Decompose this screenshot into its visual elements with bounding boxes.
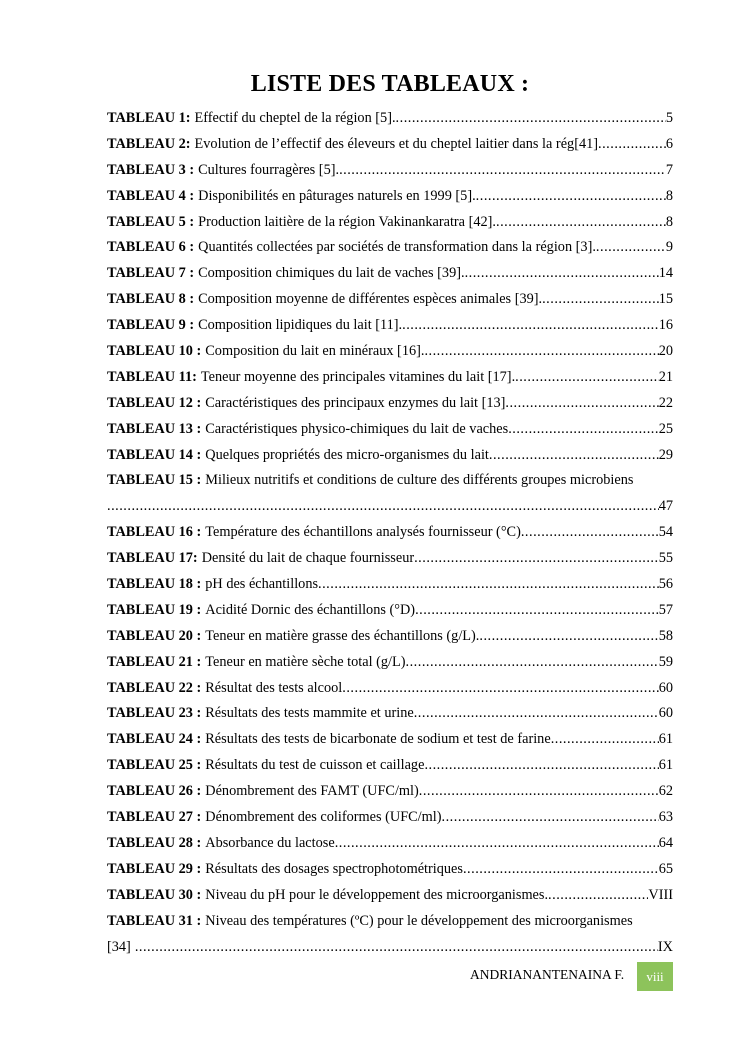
toc-entry-10[interactable] [107,339,673,365]
entry-description: Absorbance du lactose [205,834,335,851]
entry-label: TABLEAU 21 : [107,653,202,670]
entry-label: TABLEAU 29 : [107,860,202,877]
toc-entry-4[interactable] [107,184,673,210]
entry-page: 7 [665,161,673,178]
entry-page: 60 [658,705,673,722]
entry-page: 16 [658,317,673,334]
entry-label: TABLEAU 22 : [107,679,202,696]
entry-description: Niveau du pH pour le développement des microorganismes. [205,886,549,903]
entry-page: 20 [658,343,673,360]
entry-page: 22 [658,394,673,411]
dot-leader [496,210,666,236]
entry-label: TABLEAU 30 : [107,886,202,903]
entry-label: TABLEAU 23 : [107,705,202,722]
entry-page: 47 [658,498,673,515]
dot-leader [419,779,659,805]
toc-entry-31[interactable] [107,909,673,935]
entry-page: 60 [658,679,673,696]
entry-label: TABLEAU 6 : [107,239,195,256]
dot-leader [489,443,659,469]
dot-leader [342,676,658,702]
entry-description: Résultats des dosages spectrophotométriques [205,860,463,877]
entry-description: Résultats des tests mammite et urine [205,705,414,722]
entry-label: TABLEAU 24 : [107,731,202,748]
entry-page: 21 [658,368,673,385]
toc-entry-27[interactable] [107,805,673,831]
entry-page: 57 [658,601,673,618]
entry-label: TABLEAU 1: [107,110,191,126]
entry-label: TABLEAU 18 : [107,576,202,593]
entry-label: TABLEAU 20 : [107,627,202,644]
toc-entry-11[interactable] [107,365,673,391]
toc-entry-22[interactable] [107,676,673,702]
dot-leader [542,287,659,313]
entry-page: 56 [658,576,673,593]
toc-entry-1[interactable] [107,106,673,132]
entry-page: 58 [658,627,673,644]
dot-leader [318,572,659,598]
dot-leader [415,598,659,624]
entry-label: TABLEAU 14 : [107,446,202,463]
entry-description: Composition du lait en minéraux [16]. [205,343,425,360]
entry-description: Résultats du test de cuisson et caillage [205,757,425,774]
entry-description: pH des échantillons [205,576,319,593]
entry-label: TABLEAU 25 : [107,757,202,774]
dot-leader [598,132,666,158]
toc-entry-16[interactable] [107,520,673,546]
entry-label: TABLEAU 9 : [107,317,195,334]
entry-label: TABLEAU 3 : [107,161,195,178]
toc-entry-5[interactable] [107,210,673,236]
entry-label: TABLEAU 2: [107,135,191,152]
toc-entry-30[interactable] [107,883,673,909]
entry-label: TABLEAU 4 : [107,187,195,204]
dot-leader [424,339,658,365]
entry-page: VIII [648,886,673,903]
dot-leader [414,701,659,727]
entry-page: 62 [658,783,673,800]
entry-description: Composition chimiques du lait de vaches [39]. [198,265,465,282]
entry-description: Composition moyenne de différentes espèces animales [39]. [198,291,543,308]
dot-leader [424,753,658,779]
entry-label: TABLEAU 19 : [107,601,202,618]
entry-description: Disponibilités en pâturages naturels en 1999 [5]. [198,187,476,204]
entry-label: TABLEAU 13 : [107,420,202,437]
dot-leader [414,546,659,572]
dot-leader [402,313,659,339]
toc-entry-21[interactable] [107,650,673,676]
entry-page: 9 [665,239,673,256]
entry-description: Résultats des tests de bicarbonate de sodium et test de farine [205,731,551,748]
toc-entry-20[interactable] [107,624,673,650]
entry-page: 64 [658,834,673,851]
entry-label: TABLEAU 10 : [107,343,202,360]
footer-author: ANDRIANANTENAINA F. [470,967,625,982]
entry-page: 59 [658,653,673,670]
entry-description: Composition lipidiques du lait [11]. [198,317,403,334]
toc-entry-8[interactable] [107,287,673,313]
entry-page: 14 [658,265,673,282]
entry-page: 6 [665,135,673,152]
entry-label: TABLEAU 16 : [107,524,202,541]
dot-leader [476,184,666,210]
toc-entry-29[interactable] [107,857,673,883]
dot-leader [406,650,659,676]
entry-label: TABLEAU 12 : [107,394,202,411]
toc-entry-19[interactable] [107,598,673,624]
toc-entry-15-continuation[interactable] [107,494,673,520]
entry-description: Milieux nutritifs et conditions de culture des différents groupes microbiens [205,472,634,489]
dot-leader [107,494,659,520]
toc-entry-31-continuation[interactable] [107,935,673,961]
entry-description: Evolution de l’effectif des éleveurs et du cheptel laitier dans la rég[41] [194,135,599,152]
entry-label: TABLEAU 5 : [107,213,195,230]
toc-entry-6[interactable] [107,235,673,261]
entry-page: 54 [658,524,673,541]
entry-page: 25 [658,420,673,437]
dot-leader [339,158,666,184]
entry-label: TABLEAU 8 : [107,291,195,308]
dot-leader [505,391,658,417]
entry-description: Effectif du cheptel de la région [5]. [194,110,396,126]
entry-description: Résultat des tests alcool [205,679,343,696]
toc-entry-15[interactable] [107,468,673,494]
dot-leader [548,883,648,909]
dot-leader [551,727,659,753]
entry-description: Dénombrement des FAMT (UFC/ml) [205,783,419,800]
entry-label: TABLEAU 11: [107,368,197,385]
entry-description: Quelques propriétés des micro-organismes du lait [205,446,489,463]
toc-entry-2[interactable] [107,132,673,158]
page-title: LISTE DES TABLEAUX : [250,71,530,97]
entry-description: Dénombrement des coliformes (UFC/ml) [205,809,442,826]
dot-leader [396,106,666,132]
toc-entry-9[interactable] [107,313,673,339]
entry-page: 55 [658,550,673,567]
entry-label: TABLEAU 31 : [107,912,202,929]
dot-leader [135,935,658,961]
toc-entry-3[interactable] [107,158,673,184]
toc-entry-28[interactable] [107,831,673,857]
toc-entry-12[interactable] [107,391,673,417]
entry-page: IX [657,938,673,955]
entry-description: Production laitière de la région Vakinankaratra [42]. [198,213,496,230]
entry-description: Teneur moyenne des principales vitamines du lait [17]. [200,368,516,385]
entry-description: Niveau des températures (ºC) pour le développement des microorganismes [205,912,633,929]
footer-page-number: viii [637,962,673,991]
entry-page: 15 [658,291,673,308]
entry-description: Teneur en matière grasse des échantillons (g/L). [205,627,480,644]
toc-entry-7[interactable] [107,261,673,287]
entry-reference: [34] [107,938,131,955]
entry-label: TABLEAU 26 : [107,783,202,800]
entry-description: Cultures fourragères [5]. [198,161,340,178]
dot-leader [335,831,659,857]
toc-entry-13[interactable] [107,417,673,443]
dot-leader [465,261,659,287]
entry-description: Teneur en matière sèche total (g/L) [205,653,406,670]
entry-label: TABLEAU 17: [107,550,198,567]
entry-description: Acidité Dornic des échantillons (°D) [205,601,416,618]
toc-entry-25[interactable] [107,753,673,779]
dot-leader [442,805,659,831]
toc-entry-18[interactable] [107,572,673,598]
entry-page: 63 [658,809,673,826]
entry-label: TABLEAU 27 : [107,809,202,826]
entry-description: Caractéristiques physico-chimiques du lait de vaches [205,420,509,437]
entry-page: 8 [665,187,673,204]
entry-page: 8 [665,213,673,230]
table-of-contents [107,106,673,960]
toc-entry-26[interactable] [107,779,673,805]
dot-leader [479,624,658,650]
entry-page: 65 [658,860,673,877]
dot-leader [521,520,659,546]
entry-description: Quantités collectées par sociétés de transformation dans la région [3]. [198,239,596,256]
entry-page: 61 [658,757,673,774]
dot-leader [515,365,659,391]
entry-description: Température des échantillons analysés fournisseur (°C) [205,524,521,541]
entry-page: 61 [658,731,673,748]
dot-leader [463,857,659,883]
entry-description: Caractéristiques des principaux enzymes du lait [13] [205,394,506,411]
dot-leader [508,417,659,443]
toc-entry-17[interactable] [107,546,673,572]
toc-entry-14[interactable] [107,443,673,469]
entry-label: TABLEAU 15 : [107,472,202,489]
entry-description: Densité du lait de chaque fournisseur [201,550,415,567]
entry-page: 29 [658,446,673,463]
toc-entry-23[interactable] [107,701,673,727]
entry-label: TABLEAU 7 : [107,265,195,282]
toc-entry-24[interactable] [107,727,673,753]
dot-leader [596,235,666,261]
entry-label: TABLEAU 28 : [107,834,202,851]
entry-page: 5 [665,110,673,126]
